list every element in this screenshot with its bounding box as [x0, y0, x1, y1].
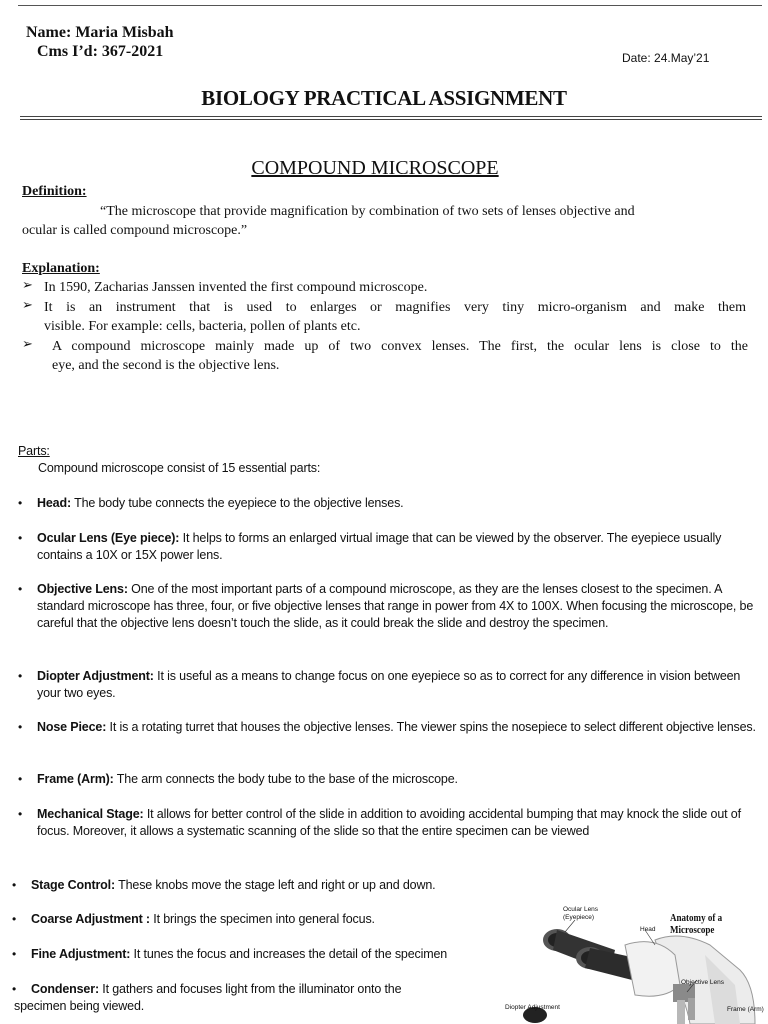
part-item: Frame (Arm): The arm connects the body tube to the base of the microscope. [37, 772, 458, 786]
document-title: BIOLOGY PRACTICAL ASSIGNMENT [201, 86, 567, 110]
figure-label-head: Head [640, 926, 656, 933]
title-divider [20, 116, 762, 117]
part-item: Nose Piece: It is a rotating turret that houses the objective lenses. The viewer spins the nosepiece to select different objective lenses. [37, 720, 756, 734]
part-item: Objective Lens: One of the most important parts of a compound microscope, as they are the lenses closest to the specimen. A standard microscope has three, four, or five objective lenses that range in power from 4X to 100X. When focusing the microscope, be careful that the objective lens doesn’t touch the slide, as it could break the slide and destroy the specimen. [37, 582, 754, 630]
parts-heading: Parts: [18, 444, 50, 458]
student-name: Name: Maria Misbah [26, 24, 174, 41]
bullet-dot-icon: • [12, 947, 17, 961]
part-item: Fine Adjustment: It tunes the focus and increases the detail of the specimen [31, 947, 448, 961]
figure-label-ocular: Ocular Lens (Eyepiece) [563, 906, 599, 921]
bullet-dot-icon: • [18, 531, 23, 545]
section-title: COMPOUND MICROSCOPE [251, 157, 499, 179]
figure-label-diopter: Diopter Adjustment [505, 1004, 560, 1011]
bullet-dot-icon: • [18, 772, 23, 786]
part-item: Ocular Lens (Eye piece): It helps to forms an enlarged virtual image that can be viewed by the observer. The eyepiece usually contains a 10X or 15X power lens. [37, 531, 722, 562]
arrow-bullet-icon: ➢ [22, 337, 33, 352]
explanation-point-2b: visible. For example: cells, bacteria, pollen of plants etc. [44, 319, 361, 334]
definition-line-1: “The microscope that provide magnification by combination of two sets of lenses objective and [100, 204, 635, 219]
bullet-dot-icon: • [12, 912, 17, 926]
bullet-dot-icon: • [18, 807, 23, 821]
figure-label-objective: Objective Lens [681, 979, 724, 986]
figure-title: Anatomy of a Microscope [670, 912, 723, 936]
part-item: Mechanical Stage: It allows for better control of the slide in addition to avoiding accidental bumping that may knock the slide out of focus. Moreover, it allows a systematic scanning of the slide so that the entire specimen can be viewed [37, 807, 741, 838]
title-divider-second [20, 119, 762, 120]
explanation-point-2a: It is an instrument that is used to enlarges or magnifies very tiny micro-organism and make them [44, 300, 746, 315]
definition-heading: Definition: [22, 184, 87, 199]
bullet-dot-icon: • [18, 496, 23, 510]
assignment-date: Date: 24.May’21 [622, 51, 710, 65]
student-cms-id: Cms I’d: 367-2021 [37, 43, 164, 60]
part-item: Head: The body tube connects the eyepiece to the objective lenses. [37, 496, 404, 510]
arrow-bullet-icon: ➢ [22, 278, 33, 293]
part-item: Diopter Adjustment: It is useful as a means to change focus on one eyepiece so as to correct for any difference in vision between your two eyes. [37, 669, 741, 700]
explanation-point-1: In 1590, Zacharias Janssen invented the first compound microscope. [44, 280, 428, 295]
explanation-point-3a: A compound microscope mainly made up of two convex lenses. The first, the ocular lens is close to the [52, 339, 748, 354]
bullet-dot-icon: • [18, 720, 23, 734]
bullet-dot-icon: • [12, 878, 17, 892]
part-item: Coarse Adjustment : It brings the specimen into general focus. [31, 912, 375, 926]
explanation-point-3b: eye, and the second is the objective lens. [52, 358, 280, 373]
bullet-dot-icon: • [18, 669, 23, 683]
part-item-continuation: specimen being viewed. [14, 999, 145, 1013]
bullet-dot-icon: • [18, 582, 23, 596]
definition-line-2: ocular is called compound microscope.” [22, 223, 248, 238]
explanation-heading: Explanation: [22, 261, 100, 276]
figure-label-frame: Frame (Arm) [727, 1006, 764, 1013]
bullet-dot-icon: • [12, 982, 17, 996]
part-item: Stage Control: These knobs move the stage left and right or up and down. [31, 878, 436, 892]
arrow-bullet-icon: ➢ [22, 298, 33, 313]
top-rule [18, 5, 762, 6]
parts-intro: Compound microscope consist of 15 essential parts: [38, 461, 321, 475]
part-item: Condenser: It gathers and focuses light from the illuminator onto the [31, 982, 402, 996]
microscope-diagram [505, 900, 767, 1024]
